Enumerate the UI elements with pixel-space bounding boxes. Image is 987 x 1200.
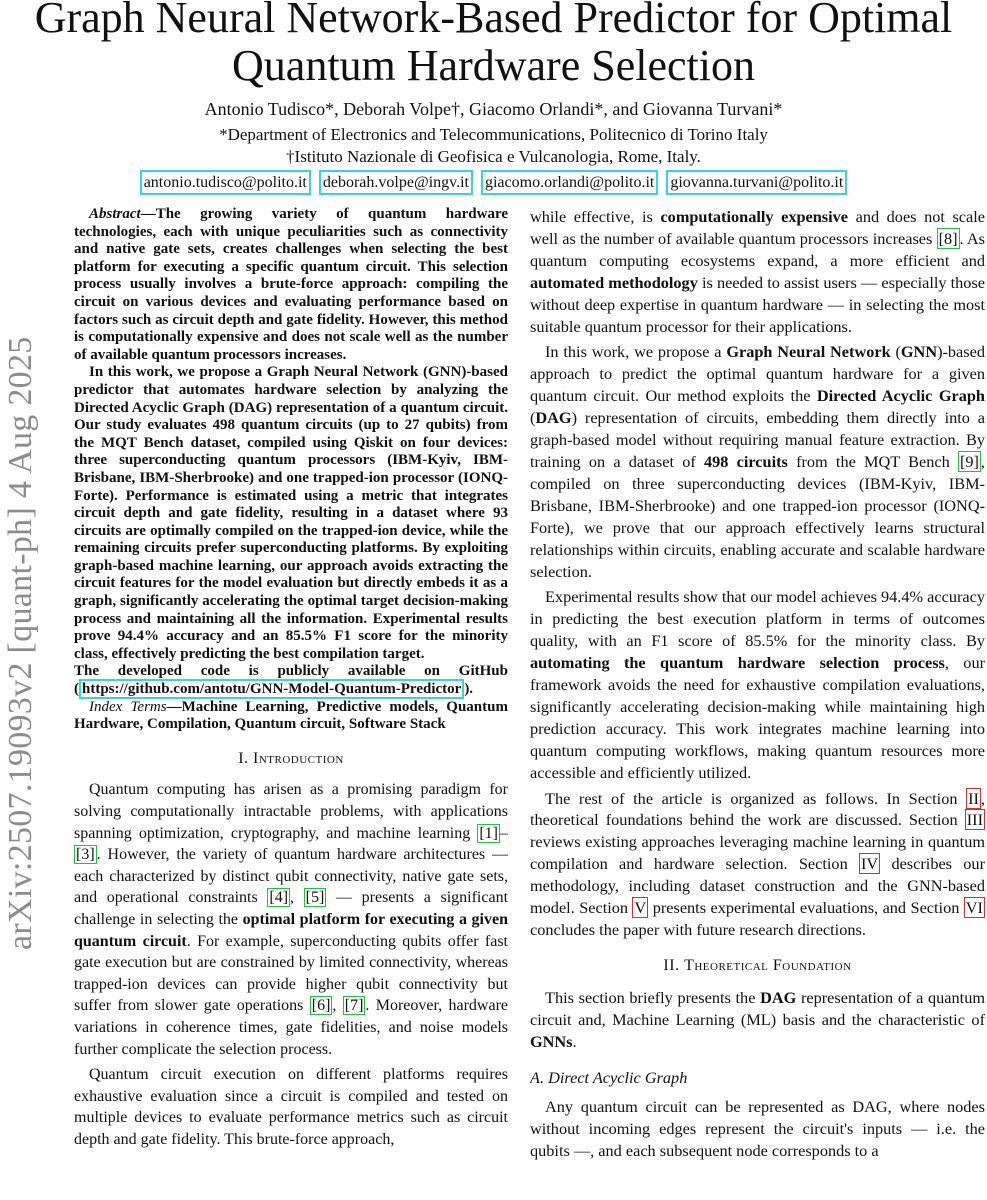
intro-paragraph-2-continued: while effective, is computationally expensive and does not scale well as the number of available quantum processors increases [8] . As quantum computing ecosystems expand, a more efficient and automated methodology is needed to assist users — especially those without deep expertise in quantum hardware — in selecting the most suitable quantum processor for their applications.: [530, 207, 985, 336]
abstract-code-availability: The developed code is publicly available on GitHub ( https://github.com/antotu/GNN-Model-Quantum-Predictor ).: [74, 663, 508, 698]
left-column: [74, 206, 508, 1200]
arxiv-identifier: arXiv:2507.19093v2 [quant-ph] 4 Aug 2025: [2, 336, 39, 950]
right-column: [530, 206, 985, 1200]
github-link[interactable]: https://github.com/antotu/GNN-Model-Quantum-Predictor: [79, 679, 464, 699]
abstract-paragraph-1: Abstract—The growing variety of quantum hardware technologies, each with unique peculiarities such as connectivity and native gate sets, creates challenges when selecting the best platform for executing a specific quantum circuit. This selection process usually involves a brute-force approach: compiling the circuit on various devices and evaluating performance based on factors such as circuit depth and gate fidelity. However, this method is computationally expensive and does not scale well as the number of available quantum processors increases.: [74, 206, 508, 363]
paper-title: Graph Neural Network-Based Predictor for Optimal Quantum Hardware Selection: [34, 0, 953, 90]
intro-paragraph-1: Quantum computing has arisen as a promising paradigm for solving computationally intractable problems, with applications spanning optimization, cryptography, and machine learning [1] –[3] . However, the variety of quantum hardware architectures — each characterized by distinct qubit connectivity, native gate sets, and operational constraints [4] , [5] — presents a significant challenge in selecting the optimal platform for executing a given quantum circuit. For example, superconducting qubits offer fast gate execution but are constrained by limited connectivity, whereas trapped-ion devices can provide higher qubit connectivity but suffer from slower gate operations [6] , [7] . Moreover, hardware variations in coherence times, gate fidelities, and noise models further complicate the selection process.: [74, 781, 508, 1058]
affiliation-ingv: †Istituto Nazionale di Geofisica e Vulcanologia, Rome, Italy.: [286, 147, 701, 166]
citation-link[interactable]: [7]: [344, 997, 364, 1015]
email-link-turvani[interactable]: giovanna.turvani@polito.it: [666, 170, 847, 195]
citation-link[interactable]: [3]: [76, 846, 95, 864]
email-link-orlandi[interactable]: giacomo.orlandi@polito.it: [481, 170, 658, 195]
abstract: [74, 206, 508, 699]
citation-link[interactable]: [4]: [269, 889, 289, 907]
subsection-heading-dag: A. Direct Acyclic Graph: [530, 1067, 688, 1087]
section-link[interactable]: IV: [860, 854, 879, 874]
email-link-volpe[interactable]: deborah.volpe@ingv.it: [319, 170, 473, 195]
citation-link[interactable]: [8]: [938, 228, 958, 248]
intro-paragraph-3: In this work, we propose a Graph Neural Network (GNN)-based approach to predict the optimal quantum hardware for a given quantum circuit. Our method exploits the Directed Acyclic Graph (DAG) representation of circuits, embedding them directly into a graph-based model without requiring manual feature extraction. By training on a dataset of 498 circuits from the MQT Bench [9] , compiled on three superconducting devices (IBM-Kyiv, IBM-Brisbane, IBM-Sherbrooke) and one trapped-ion processor (IONQ-Forte), we prove that our approach effectively learns structural relationships within circuits, enabling accurate and scalable hardware selection.: [530, 342, 985, 581]
intro-paragraph-5: The rest of the article is organized as follows. In Section II , theoretical foundations behind the work are discussed. Section III reviews existing approaches leveraging machine learning in quantum compilation and hardware selection. Section IV describes our methodology, including dataset construction and the GNN-based model. Section V presents experimental evaluations, and Section VI concludes the paper with future research directions.: [530, 788, 985, 939]
section-link[interactable]: III: [966, 810, 983, 830]
intro-paragraph-4: Experimental results show that our model achieves 94.4% accuracy in predicting the best execution platform in terms of outcomes quality, with an F1 score of 85.5% for the minority class. By automating the quantum hardware selection process, our framework avoids the need for exhaustive compilation evaluations, significantly accelerating decision-making while maintaining high prediction accuracy. This work integrates machine learning into quantum computing workflows, making quantum resources more accessible and efficiently utilized.: [530, 587, 985, 782]
affiliation-polito: *Department of Electronics and Telecommunications, Politecnico di Torino Italy: [219, 125, 768, 144]
citation-link[interactable]: [6]: [311, 997, 331, 1015]
section-link[interactable]: V: [634, 898, 647, 918]
intro-paragraph-2: Quantum circuit execution on different platforms requires exhaustive evaluation since a circuit is compiled and tested on multiple devices to evaluate performance metrics such as circuit depth and gate fidelity. This brute-force approach,: [74, 1066, 508, 1148]
theory-paragraph-2: Any quantum circuit can be represented as DAG, where nodes without incoming edges represent the circuit's inputs — i.e. the qubits —, and each subsequent node corresponds to a: [530, 1097, 985, 1161]
index-terms: Index Terms—Machine Learning, Predictive models, Quantum Hardware, Compilation, Quantum circuit, Software Stack: [74, 698, 508, 733]
citation-link[interactable]: [1]: [479, 824, 498, 842]
email-list: [0, 170, 987, 195]
section-link[interactable]: II: [968, 788, 979, 808]
abstract-lead: Abstract: [89, 206, 141, 222]
author-list: Antonio Tudisco*, Deborah Volpe†, Giacomo Orlandi*, and Giovanna Turvani*: [204, 99, 783, 119]
theory-paragraph-1: This section briefly presents the DAG representation of a quantum circuit and, Machine Learning (ML) basis and the characteristic of GNNs.: [530, 987, 985, 1051]
citation-link[interactable]: [5]: [305, 889, 325, 907]
email-link-tudisco[interactable]: antonio.tudisco@polito.it: [140, 170, 311, 195]
section-heading-introduction: I. Introduction: [238, 749, 344, 767]
citation-link[interactable]: [9]: [959, 451, 979, 471]
section-heading-theoretical-foundation: II. Theoretical Foundation: [663, 956, 852, 974]
section-link[interactable]: VI: [965, 898, 983, 918]
abstract-paragraph-2: In this work, we propose a Graph Neural Network (GNN)-based predictor that automates hardware selection by analyzing the Directed Acyclic Graph (DAG) representation of a quantum circuit. Our study evaluates 498 quantum circuits (up to 27 qubits) from the MQT Bench dataset, compiled using Qiskit on four devices: three superconducting quantum processors (IBM-Kyiv, IBM-Brisbane, IBM-Sherbrooke) and one trapped-ion processor (IONQ-Forte). Performance is estimated using a metric that integrates circuit depth and gate fidelity, resulting in a dataset where 93 circuits are optimally compiled on the trapped-ion device, while the remaining circuits prefer superconducting platforms. By exploiting graph-based machine learning, our approach avoids extracting the circuit features for the model evaluation but directly embeds it as a graph, significantly accelerating the optimal target decision-making process and maintaining all the information. Experimental results prove 94.4% accuracy and an 85.5% F1 score for the minority class, effectively predicting the best compilation target.: [74, 364, 508, 662]
